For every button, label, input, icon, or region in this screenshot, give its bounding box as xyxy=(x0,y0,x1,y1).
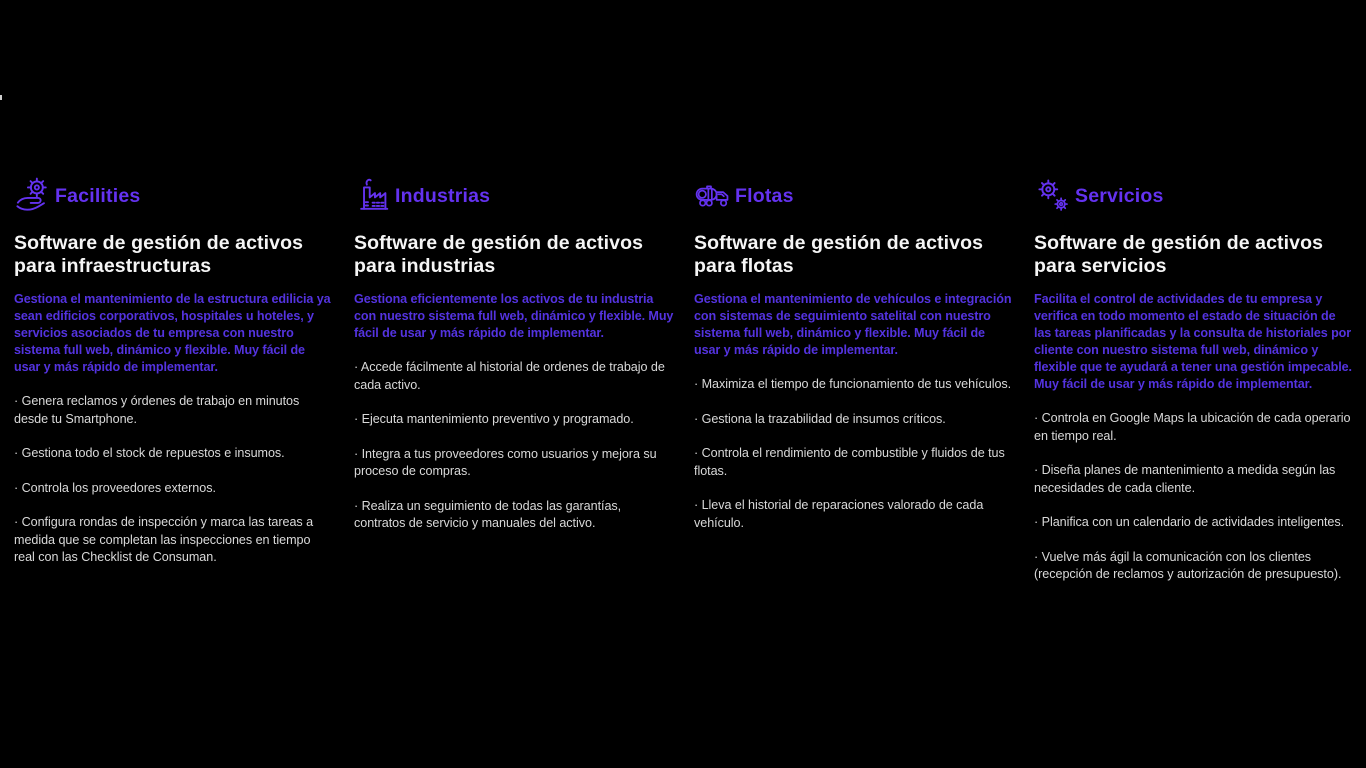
facilities-bullet: · Gestiona todo el stock de repuestos e insumos. xyxy=(14,446,285,460)
flotas-bullet: · Lleva el historial de reparaciones valorado de cada vehículo. xyxy=(694,498,984,530)
facilities-bullet: · Genera reclamos y órdenes de trabajo en minutos desde tu Smartphone. xyxy=(14,394,300,426)
feature-columns xyxy=(14,176,1359,584)
industrias-title: Industrias xyxy=(395,184,491,207)
flotas-bullet: · Controla el rendimiento de combustible y fluidos de tus flotas. xyxy=(694,446,1005,478)
industrias-bullet: · Ejecuta mantenimiento preventivo y programado. xyxy=(354,412,634,426)
industrias-header xyxy=(354,176,674,216)
servicios-bullet: · Planifica con un calendario de actividades inteligentes. xyxy=(1034,515,1345,529)
flotas-description: Gestiona el mantenimiento de vehículos e integración con sistemas de seguimiento satelital con nuestro sistema full web, dinámico y flexible. Muy fácil de usar y más rápido de implementar. xyxy=(694,292,1012,357)
industrias-heading: Software de gestión de activos para industrias xyxy=(354,232,644,277)
section-facilities xyxy=(14,176,334,584)
servicios-bullet: · Vuelve más ágil la comunicación con los clientes (recepción de reclamos y autorización de presupuesto). xyxy=(1034,549,1342,581)
facilities-bullet: · Controla los proveedores externos. xyxy=(14,480,216,495)
industrias-description: Gestiona eficientemente los activos de tu industria con nuestro sistema full web, dinámico y flexible. Muy fácil de usar y más rápido de implementar. xyxy=(354,292,674,340)
industrias-bullet: · Integra a tus proveedores como usuarios y mejora su proceso de compras. xyxy=(354,446,657,478)
industrias-bullet: · Realiza un seguimiento de todas las garantías, contratos de servicio y manuales del activo. xyxy=(354,498,622,530)
servicios-bullet: · Controla en Google Maps la ubicación de cada operario en tiempo real. xyxy=(1034,411,1351,443)
double-gear-icon xyxy=(1034,176,1074,216)
facilities-title: Facilities xyxy=(55,184,141,207)
screen-edge-artifact xyxy=(0,95,2,100)
section-servicios xyxy=(1034,176,1354,584)
servicios-title: Servicios xyxy=(1075,184,1164,207)
flotas-title: Flotas xyxy=(735,184,794,207)
section-flotas xyxy=(694,176,1014,584)
servicios-bullet: · Diseña planes de mantenimiento a medida según las necesidades de cada cliente. xyxy=(1034,463,1336,495)
industrias-bullet: · Accede fácilmente al historial de ordenes de trabajo de cada activo. xyxy=(354,360,665,392)
hand-gear-icon xyxy=(14,176,54,216)
facilities-heading: Software de gestión de activos para infraestructuras xyxy=(14,232,304,277)
tanker-truck-icon xyxy=(694,176,734,216)
flotas-bullet: · Maximiza el tiempo de funcionamiento de tus vehículos. xyxy=(694,377,1012,391)
section-industrias xyxy=(354,176,674,584)
servicios-description: Facilita el control de actividades de tu empresa y verifica en todo momento el estado de situación de las tareas planificadas y la consulta de historiales por cliente con nuestro sistema full web, dinámico y flexible que te ayudará a tener una gestión impecable. Muy fácil de usar y más rápido de implementar. xyxy=(1034,292,1352,391)
facilities-bullet: · Configura rondas de inspección y marca las tareas a medida que se completan las inspecciones en tiempo real con las Checklist de Consuman. xyxy=(14,515,314,564)
facilities-header xyxy=(14,176,334,216)
facilities-description: Gestiona el mantenimiento de la estructura edilicia ya sean edificios corporativos, hospitales u hoteles, y servicios asociados de tu empresa con nuestro sistema full web, dinámico y flexible. Muy fácil de usar y más rápido de implementar. xyxy=(14,292,331,374)
servicios-header xyxy=(1034,176,1354,216)
factory-icon xyxy=(354,176,394,216)
flotas-header xyxy=(694,176,1014,216)
servicios-heading: Software de gestión de activos para servicios xyxy=(1034,232,1324,277)
flotas-heading: Software de gestión de activos para flotas xyxy=(694,232,984,277)
flotas-bullet: · Gestiona la trazabilidad de insumos críticos. xyxy=(694,411,946,426)
